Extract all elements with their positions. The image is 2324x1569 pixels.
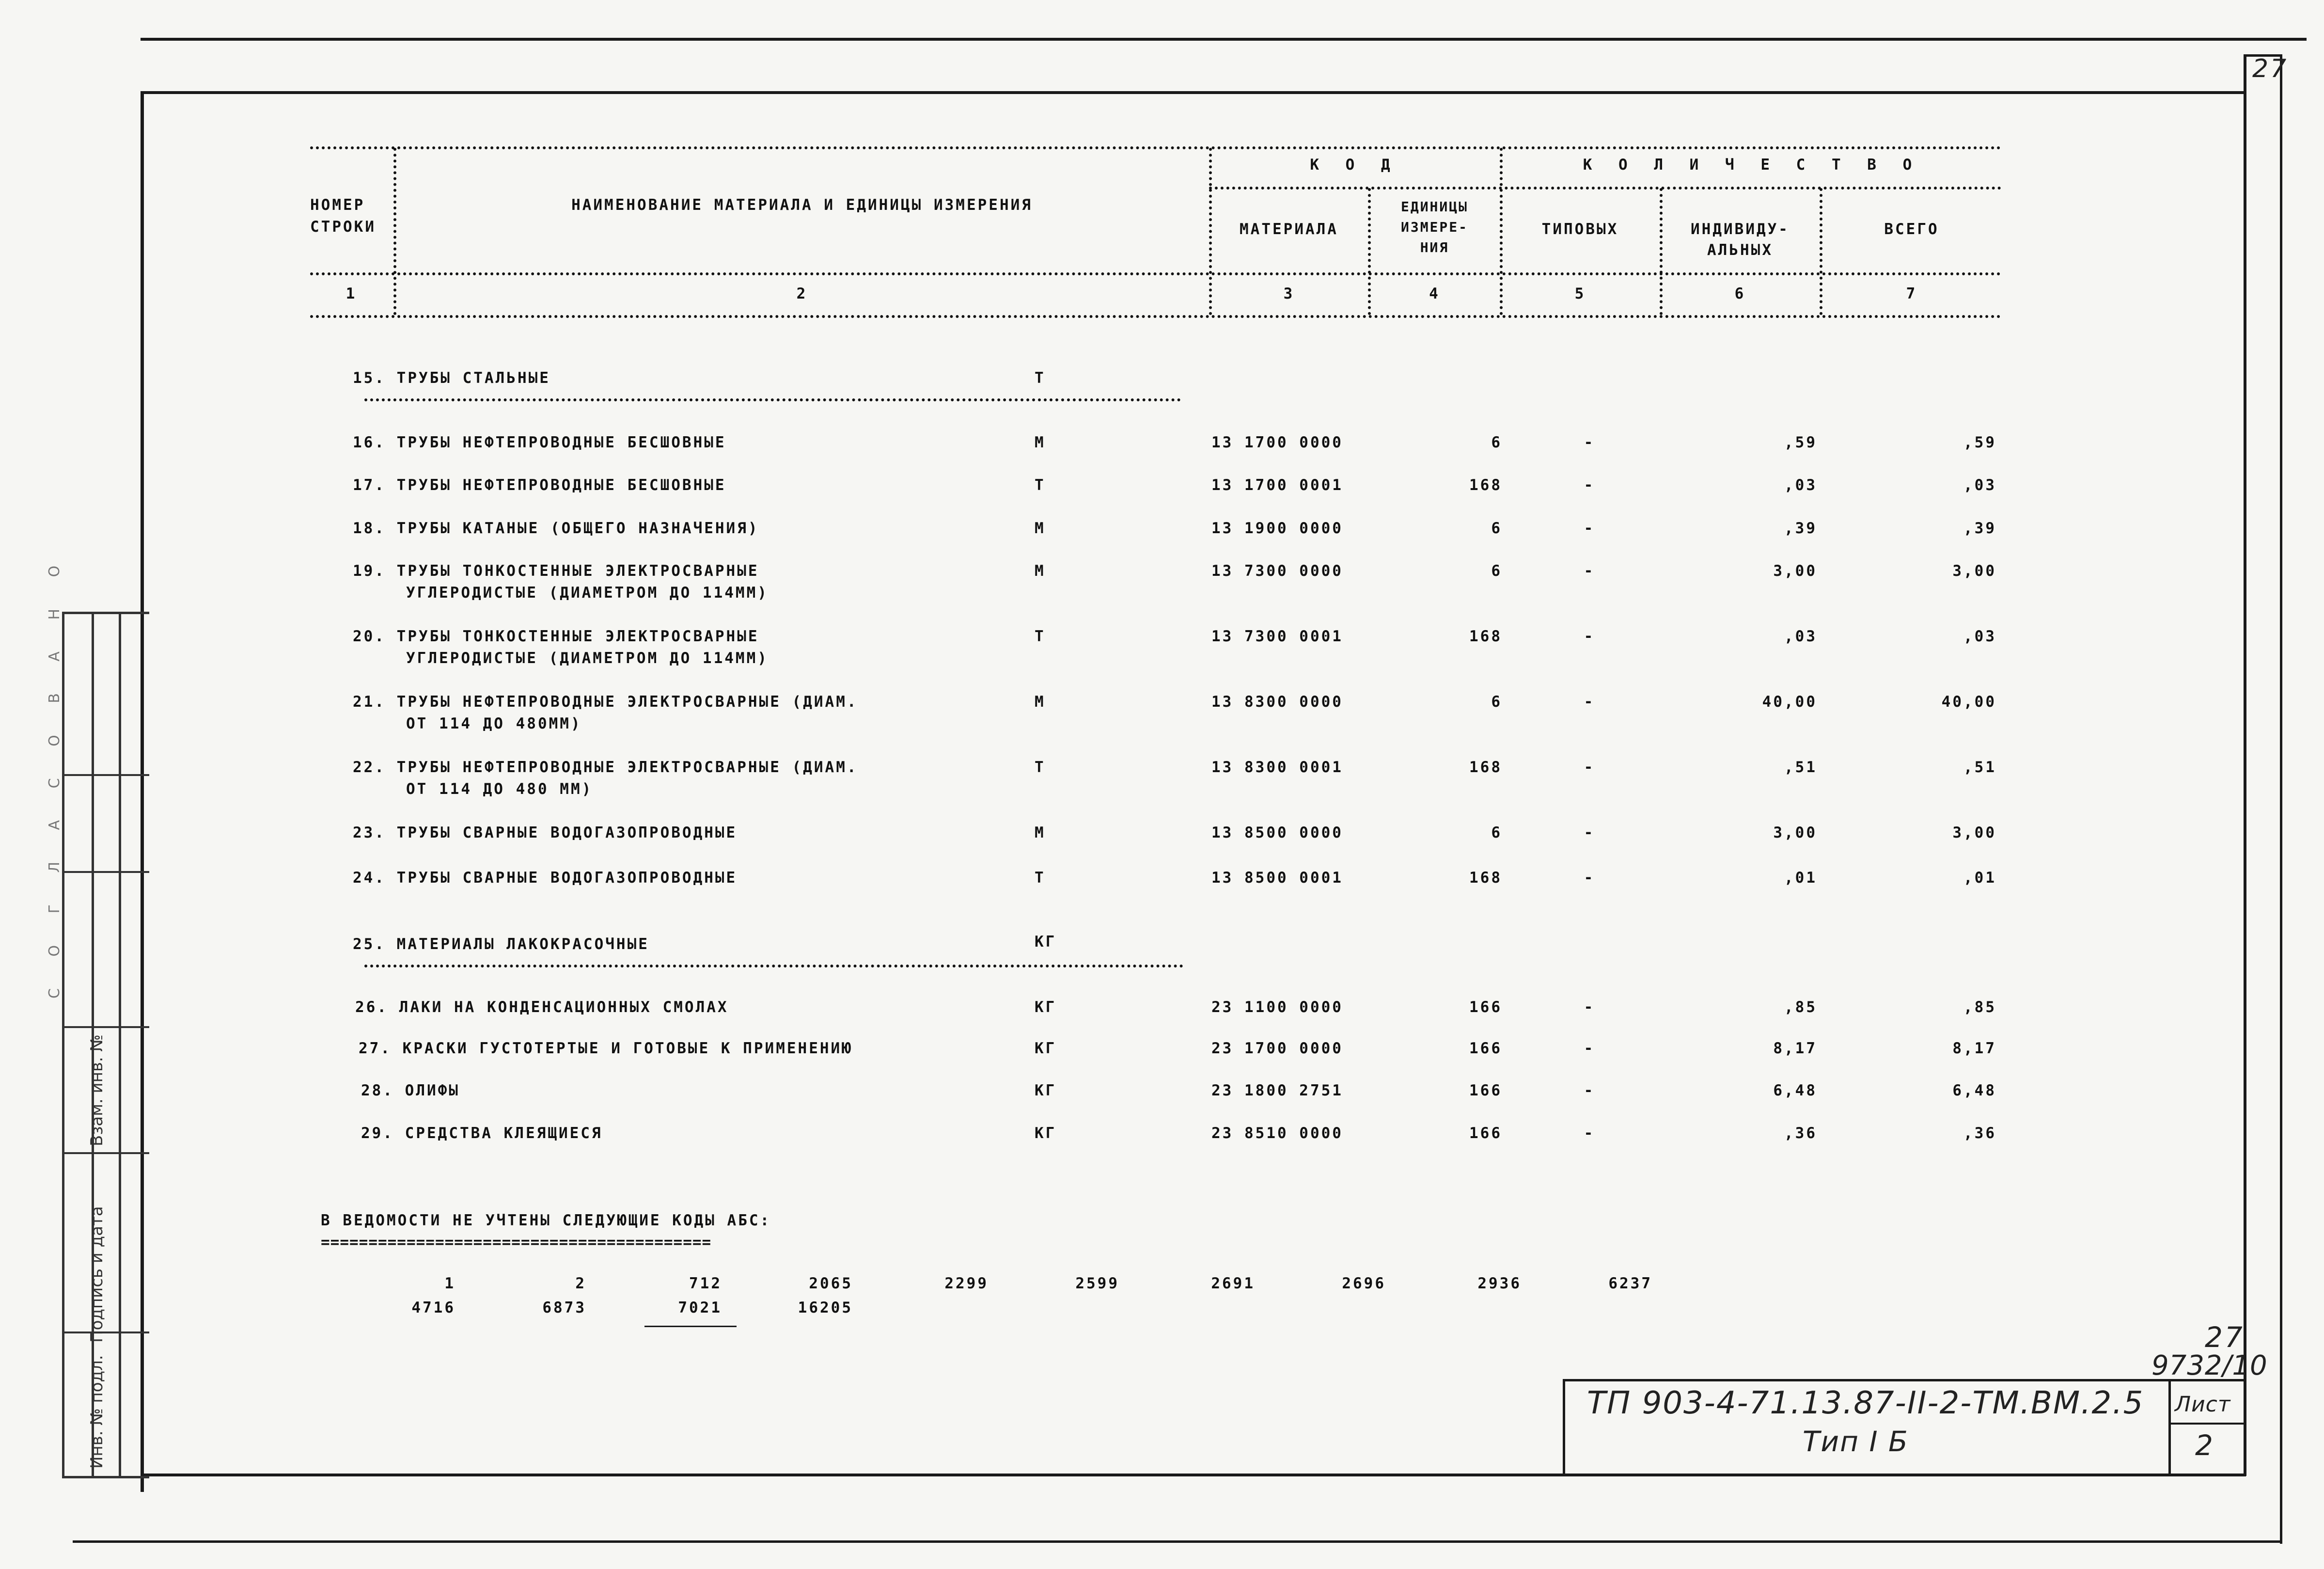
row-unit-code: 6 [1491,824,1502,841]
row-total: ,36 [1963,1125,1996,1142]
header-qty-group: К О Л И Ч Е С Т В О [1583,156,1921,174]
code-value: 2599 [1075,1275,1119,1292]
row-unit-code: 168 [1469,476,1502,494]
row-unit-code: 166 [1469,998,1502,1016]
archive-number: 9732/10 [2151,1350,2268,1381]
row-individual: ,36 [1784,1125,1817,1142]
note-underline: ========================================= [321,1234,712,1251]
row-name: 19. ТРУБЫ ТОНКОСТЕННЫЕ ЭЛЕКТРОСВАРНЫЕ [353,562,759,580]
row-name: 20. ТРУБЫ ТОНКОСТЕННЫЕ ЭЛЕКТРОСВАРНЫЕ [353,628,759,645]
row-name: 16. ТРУБЫ НЕФТЕПРОВОДНЫЕ БЕСШОВНЫЕ [353,434,726,451]
row-code: 13 8300 0000 [1211,693,1343,711]
row-total: 40,00 [1941,693,1996,711]
row-name-cont: ОТ 114 ДО 480 ММ) [406,780,593,798]
row-name: 23. ТРУБЫ СВАРНЫЕ ВОДОГАЗОПРОВОДНЫЕ [353,824,738,841]
row-name-cont: ОТ 114 ДО 480ММ) [406,715,582,732]
header-col5: ТИПОВЫХ [1541,221,1619,238]
row-unit: КГ [1035,1040,1057,1057]
row-unit-code: 168 [1469,628,1502,645]
header-col4-line1: ЕДИНИЦЫ [1400,199,1468,215]
row-individual: 6,48 [1773,1082,1817,1099]
row-individual: 3,00 [1773,562,1817,580]
frame-right-outer-line [2280,56,2282,1544]
code-value: 4716 [411,1299,455,1316]
side-label-vzam: Взам. инв. № [87,1034,107,1146]
code-value: 2299 [944,1275,989,1292]
row-individual: 3,00 [1773,824,1817,841]
row-name-cont: УГЛЕРОДИСТЫЕ (ДИАМЕТРОМ ДО 114ММ) [406,584,769,602]
header-col7: ВСЕГО [1884,221,1939,238]
row-unit-code: 168 [1469,869,1502,887]
row-code: 13 8500 0001 [1211,869,1343,887]
row-code: 13 1700 0000 [1211,434,1343,451]
row-name: 21. ТРУБЫ НЕФТЕПРОВОДНЫЕ ЭЛЕКТРОСВАРНЫЕ (ДИАМ. [353,693,858,711]
row-total: 6,48 [1952,1082,1996,1099]
row-name-cont: УГЛЕРОДИСТЫЕ (ДИАМЕТРОМ ДО 114ММ) [406,650,769,667]
header-num-3: 3 [1283,285,1295,302]
row-name: 17. ТРУБЫ НЕФТЕПРОВОДНЫЕ БЕСШОВНЫЕ [353,476,726,494]
row-unit: М [1035,824,1046,841]
header-col1-line1: НОМЕР [310,196,365,214]
row-unit: М [1035,520,1046,537]
side-faded-text: С О Г Л А С О В А Н О [46,552,63,998]
row-name: 26. ЛАКИ НА КОНДЕНСАЦИОННЫХ СМОЛАХ [355,998,729,1016]
sheet-number: 2 [2195,1429,2215,1462]
row-individual: ,03 [1784,628,1817,645]
row-code: 23 1800 2751 [1211,1082,1343,1099]
group-underline [364,965,1183,967]
header-num-6: 6 [1734,285,1746,302]
row-typical: - [1584,869,1595,887]
header-col3: МАТЕРИАЛА [1240,221,1338,238]
row-total: ,51 [1963,759,1996,776]
code-value: 16205 [798,1299,853,1316]
header-num-7: 7 [1906,285,1917,302]
row-total: ,03 [1963,628,1996,645]
code-value: 2065 [809,1275,853,1292]
row-unit: Т [1035,759,1046,776]
bottom-border-line [73,1540,2282,1543]
corner-box-left [2244,54,2246,93]
row-individual: ,03 [1784,476,1817,494]
sheet-label: Лист [2175,1392,2231,1417]
row-name: 18. ТРУБЫ КАТАНЫЕ (ОБЩЕГО НАЗНАЧЕНИЯ) [353,520,759,537]
row-code: 23 8510 0000 [1211,1125,1343,1142]
group-underline [364,398,1181,401]
row-typical: - [1584,759,1595,776]
row-individual: 40,00 [1762,693,1817,711]
row-code: 13 8500 0000 [1211,824,1343,841]
row-individual: ,39 [1784,520,1817,537]
row-total: 3,00 [1952,562,1996,580]
row-unit: Т [1035,628,1046,645]
code-value: 6873 [542,1299,586,1316]
code-value: 2691 [1211,1275,1255,1292]
row-typical: - [1584,476,1595,494]
row-typical: - [1584,1082,1595,1099]
row-total: 3,00 [1952,824,1996,841]
row-unit: Т [1035,869,1046,887]
page-number: 27 [2205,1321,2245,1354]
corner-page-number: 27 [2252,54,2289,83]
row-code: 23 1100 0000 [1211,998,1343,1016]
row-name: 25. МАТЕРИАЛЫ ЛАКОКРАСОЧНЫЕ [353,935,649,953]
note-text: В ВЕДОМОСТИ НЕ УЧТЕНЫ СЛЕДУЮЩИЕ КОДЫ АБС: [321,1212,771,1229]
row-typical: - [1584,693,1595,711]
row-code: 13 8300 0001 [1211,759,1343,776]
frame-right-line [2244,56,2246,1476]
row-total: ,39 [1963,520,1996,537]
row-total: ,85 [1963,998,1996,1016]
code-value: 712 [689,1275,722,1292]
row-unit: Т [1035,369,1046,387]
row-code: 13 1900 0000 [1211,520,1343,537]
row-unit-code: 166 [1469,1125,1502,1142]
row-code: 13 1700 0001 [1211,476,1343,494]
row-unit: М [1035,434,1046,451]
header-col6-line1: ИНДИВИДУ- [1691,221,1790,238]
side-label-inv-podl: Инв. № подл. [87,1355,107,1469]
row-name: 28. ОЛИФЫ [361,1082,460,1099]
row-name: 27. КРАСКИ ГУСТОТЕРТЫЕ И ГОТОВЫЕ К ПРИМЕНЕНИЮ [359,1040,853,1057]
top-border-line [141,38,2307,41]
document-code: ТП 903-4-71.13.87-II-2-ТМ.ВМ.2.5 [1587,1385,2144,1421]
side-label-signature: Подпись и дата [87,1206,107,1343]
row-unit: М [1035,693,1046,711]
row-individual: ,01 [1784,869,1817,887]
row-unit-code: 166 [1469,1040,1502,1057]
header-col4-line3: НИЯ [1420,239,1449,255]
row-individual: ,51 [1784,759,1817,776]
code-value: 7021 [678,1299,722,1316]
header-num-5: 5 [1574,285,1586,302]
row-total: ,01 [1963,869,1996,887]
row-unit-code: 168 [1469,759,1502,776]
row-unit: КГ [1035,1082,1057,1099]
frame-bottom-line [141,1474,2246,1476]
row-total: ,03 [1963,476,1996,494]
row-unit-code: 166 [1469,1082,1502,1099]
code-underline [644,1326,737,1327]
row-unit: КГ [1035,1125,1057,1142]
row-name: 15. ТРУБЫ СТАЛЬНЫЕ [353,369,550,387]
row-typical: - [1584,628,1595,645]
row-code: 23 1700 0000 [1211,1040,1343,1057]
header-col6-line2: АЛЬНЫХ [1707,241,1773,259]
row-typical: - [1584,434,1595,451]
code-value: 2 [575,1275,586,1292]
header-code-group: К О Д [1310,156,1399,174]
row-individual: ,85 [1784,998,1817,1016]
row-individual: ,59 [1784,434,1817,451]
row-typical: - [1584,520,1595,537]
row-code: 13 7300 0001 [1211,628,1343,645]
code-value: 1 [444,1275,455,1292]
header-num-4: 4 [1429,285,1440,302]
row-total: ,59 [1963,434,1996,451]
row-unit-code: 6 [1491,562,1502,580]
code-value: 6237 [1608,1275,1652,1292]
row-typical: - [1584,1125,1595,1142]
row-typical: - [1584,824,1595,841]
header-col4-line2: ИЗМЕРЕ- [1400,219,1468,235]
row-code: 13 7300 0000 [1211,562,1343,580]
row-unit-code: 6 [1491,520,1502,537]
row-individual: 8,17 [1773,1040,1817,1057]
row-unit: Т [1035,476,1046,494]
row-typical: - [1584,1040,1595,1057]
row-total: 8,17 [1952,1040,1996,1057]
row-name: 29. СРЕДСТВА КЛЕЯЩИЕСЯ [361,1125,603,1142]
header-num-2: 2 [796,285,808,302]
code-value: 2696 [1342,1275,1386,1292]
header-col1-line2: СТРОКИ [310,218,376,236]
row-unit: М [1035,562,1046,580]
row-name: 24. ТРУБЫ СВАРНЫЕ ВОДОГАЗОПРОВОДНЫЕ [353,869,738,887]
row-unit-code: 6 [1491,693,1502,711]
code-value: 2936 [1477,1275,1522,1292]
row-typical: - [1584,562,1595,580]
document-type: Тип I Б [1803,1425,1909,1458]
header-col2: НАИМЕНОВАНИЕ МАТЕРИАЛА И ЕДИНИЦЫ ИЗМЕРЕНИЯ [571,196,1033,214]
row-unit-code: 6 [1491,434,1502,451]
row-unit: КГ [1035,998,1057,1016]
row-unit: КГ [1035,933,1057,951]
header-num-1: 1 [345,285,357,302]
frame-top-line [141,91,2244,94]
row-name: 22. ТРУБЫ НЕФТЕПРОВОДНЫЕ ЭЛЕКТРОСВАРНЫЕ (ДИАМ. [353,759,858,776]
row-typical: - [1584,998,1595,1016]
